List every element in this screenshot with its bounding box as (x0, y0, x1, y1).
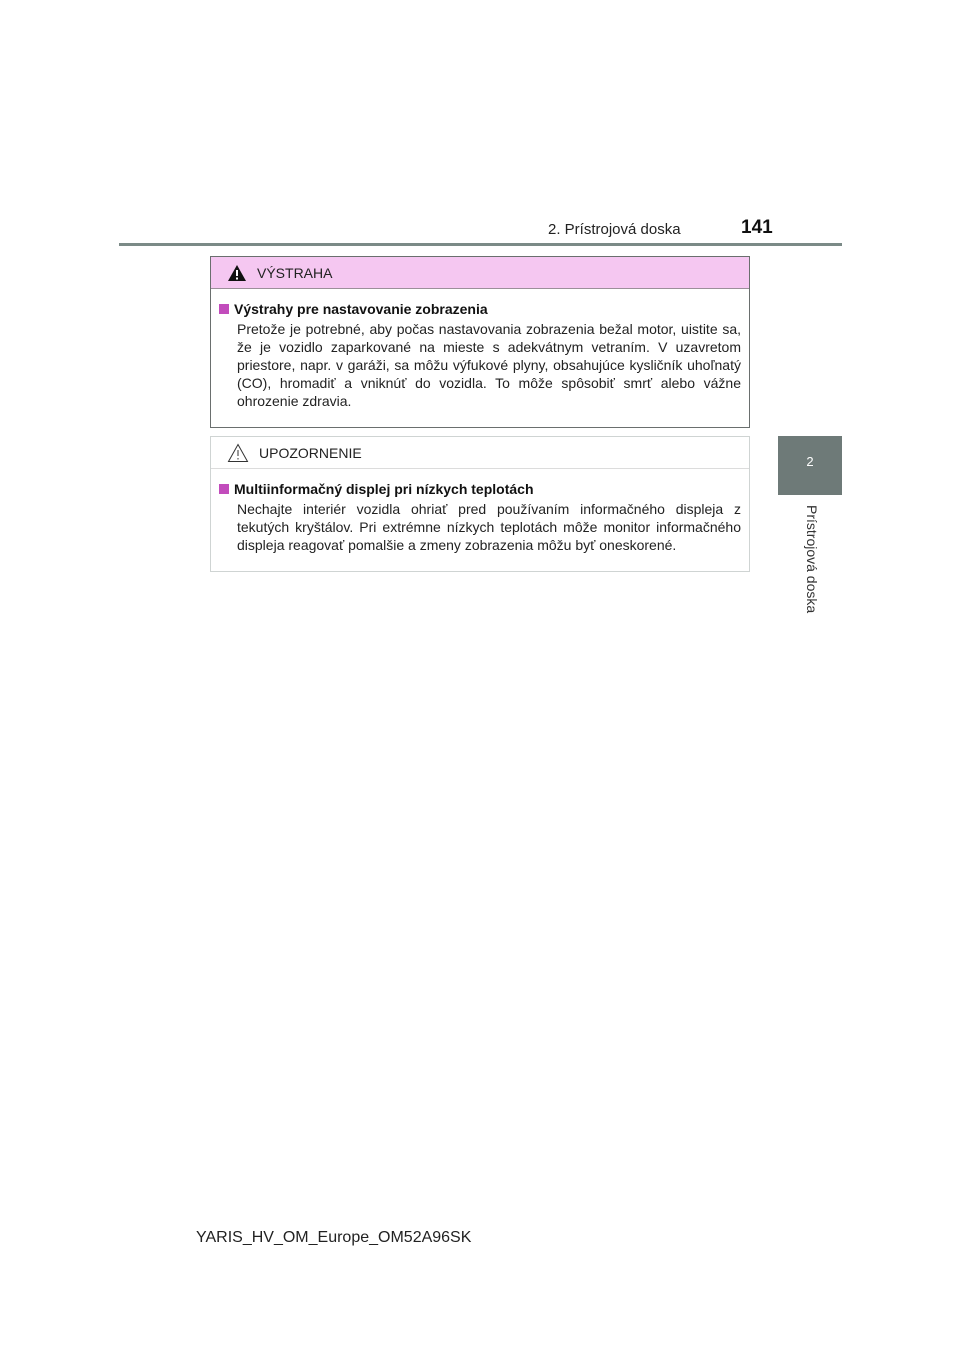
warning-item-title (219, 301, 741, 317)
caution-heading: UPOZORNENIE (259, 444, 362, 461)
warning-header (211, 257, 749, 289)
header-rule (119, 243, 842, 246)
square-bullet-icon (219, 304, 229, 314)
chapter-tab (778, 436, 842, 495)
warning-item-title-text: Výstrahy pre nastavovanie zobrazenia (234, 301, 488, 317)
caution-body (211, 469, 749, 554)
warning-heading: VÝSTRAHA (257, 264, 333, 281)
page-number: 141 (741, 217, 773, 238)
warning-item-text: Pretože je potrebné, aby počas nastavovania zobrazenia bežal motor, uistite sa, že je vozidlo zaparkované na mieste s adekvátnym vetraním. V uzavretom priestore, napr. v garáži, sa môžu výfukové plyny, obsahujúce kysličník uhoľnatý (CO), hromadiť a vniknúť do vozidla. To môže spôsobiť smrť alebo vážne ohrozenie zdravia. (237, 321, 741, 409)
section-title: 2. Prístrojová doska (548, 221, 681, 238)
caution-triangle-outline-icon (227, 443, 249, 463)
warning-box (210, 256, 750, 428)
caution-item-text: Nechajte interiér vozidla ohriať pred používaním informačného displeja z tekutých kryštálov. Pri extrémne nízkych teplotách môže monitor informačného displeja reagovať pomalšie a zmeny zobrazenia môžu byť oneskorené. (237, 501, 741, 553)
caution-item-title-text: Multiinformačný displej pri nízkych teplotách (234, 481, 534, 497)
caution-header (211, 437, 749, 469)
warning-body (211, 289, 749, 410)
warning-triangle-filled-icon (227, 264, 247, 282)
caution-box (210, 436, 750, 572)
document-id: YARIS_HV_OM_Europe_OM52A96SK (196, 1229, 472, 1246)
caution-item-title (219, 481, 741, 497)
square-bullet-icon (219, 484, 229, 494)
chapter-number: 2 (806, 454, 814, 469)
chapter-label: Prístrojová doska (804, 505, 820, 614)
